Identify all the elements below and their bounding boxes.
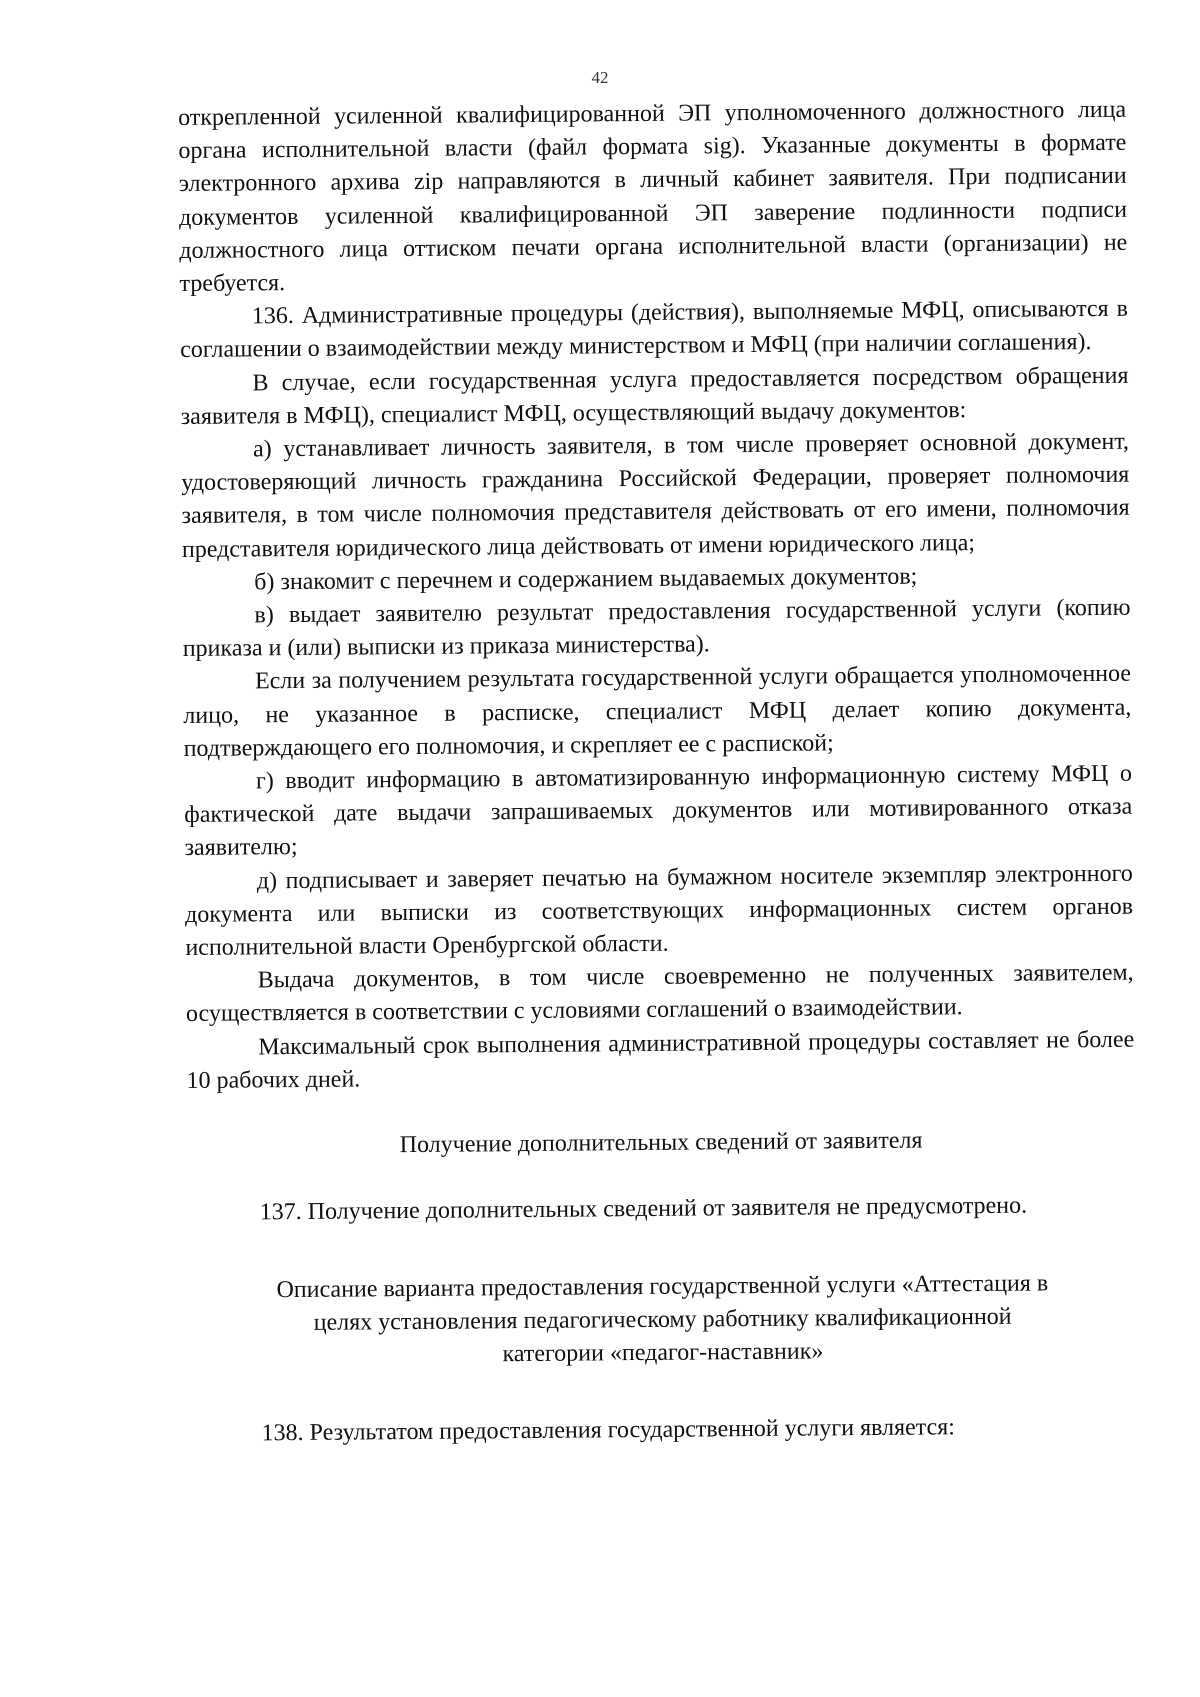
- section-heading-variant: [188, 1266, 1137, 1374]
- section-heading-variant-line-2: целях установления педагогическому работнику квалификационной: [313, 1303, 1012, 1336]
- paragraph-issuance: Выдача документов, в том числе своевременно не полученных заявителем, осуществляется в соответствии с условиями соглашений о взаимодействии.: [185, 959, 1134, 1028]
- list-item-b: б) знакомит с перечнем и содержанием выдаваемых документов;: [254, 563, 918, 596]
- paragraph-137: 137. Получение дополнительных сведений от заявителя не предусмотрено.: [259, 1192, 1028, 1226]
- paragraph-mfc-case: В случае, если государственная услуга предоставляется посредством обращения заявителя в МФЦ), специалист МФЦ, осуществляющий выдачу документов:: [180, 362, 1129, 430]
- paragraph-authorized-person: Если за получением результата государственной услуги обращается уполномоченное лицо, не указанное в расписке, специалист МФЦ делает копию документа, подтверждающего его полномочия, и скрепляет ее с распиской;: [183, 661, 1132, 762]
- list-item-d: д) подписывает и заверяет печатью на бумажном носителе экземпляр электронного документа или выписки из соответствующих информационных систем органов исполнительной власти Оренбургской области.: [184, 860, 1134, 962]
- list-item-v: в) выдает заявителю результат предоставления государственной услуги (копию приказа и (или) выписки из приказа министерства).: [182, 594, 1131, 663]
- paragraph-continuation: открепленной усиленной квалифицированной ЭП уполномоченного должностного лица органа исполнительной власти (файл формата sig). Указанные документы в формате электронного архива zip направляются в личный кабинет заявителя. При подписании документов усиленной квалифицированной ЭП заверение подлинности подписи должностного лица оттиском печати органа исполнительной власти (организации) не требуется.: [178, 96, 1128, 298]
- paragraph-max-term: Максимальный срок выполнения административной процедуры составляет не более 10 рабочих дней.: [186, 1026, 1135, 1094]
- list-item-a: а) устанавливает личность заявителя, в том числе проверяет основной документ, удостоверяющий личность гражданина Российской Федерации, проверяет полномочия заявителя, в том числе полномочия представителя действовать от его имени, полномочия представителя юридического лица действовать от имени юридического лица;: [181, 428, 1130, 563]
- document-body: [178, 94, 1138, 1452]
- section-heading-variant-line-1: Описание варианта предоставления государственной услуги «Аттестация в: [276, 1269, 1049, 1303]
- list-item-g: г) вводит информацию в автоматизированную информационную систему МФЦ о фактической дате выдачи запрашиваемых документов или мотивированного отказа заявителю;: [184, 760, 1133, 862]
- page-number: 42: [591, 68, 609, 87]
- paragraph-138: 138. Результатом предоставления государственной услуги является:: [261, 1414, 956, 1447]
- paragraph-136: 136. Административные процедуры (действия), выполняемые МФЦ, описываются в соглашении о взаимодействии между министерством и МФЦ (при наличии соглашения).: [180, 295, 1128, 364]
- section-heading-variant-line-3: категории «педагог-наставник»: [502, 1338, 824, 1368]
- section-heading-additional-info: Получение дополнительных сведений от заявителя: [399, 1127, 923, 1159]
